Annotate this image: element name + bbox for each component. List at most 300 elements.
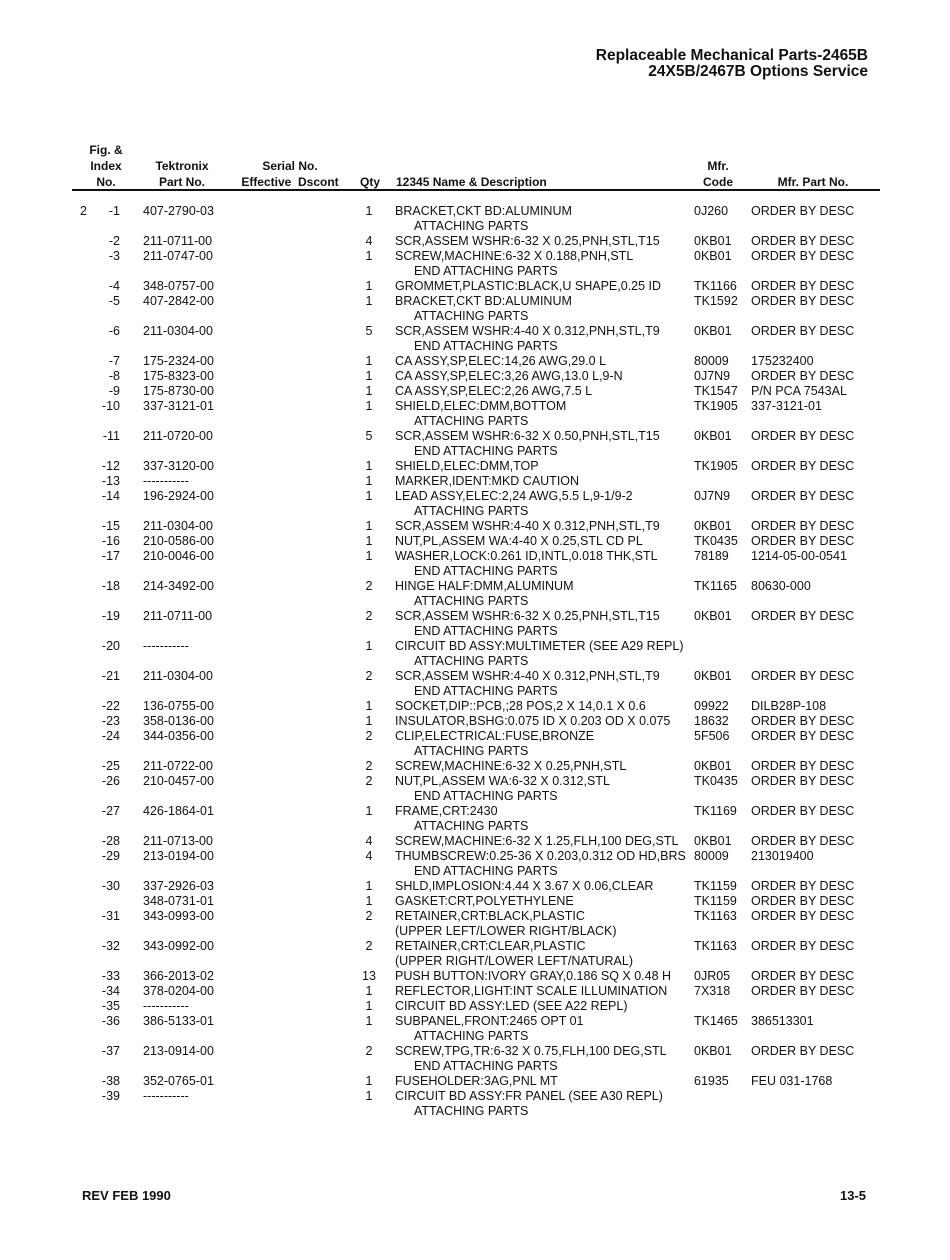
mfr-code: 09922 [694, 699, 729, 713]
quantity: 2 [365, 729, 373, 743]
description: GASKET:CRT,POLYETHYLENE [395, 894, 574, 908]
tektronix-part-number: 337-3121-01 [143, 399, 214, 413]
table-row [0, 324, 950, 339]
mfr-code: TK1166 [694, 279, 737, 293]
description: RETAINER,CRT:CLEAR,PLASTIC [395, 939, 586, 953]
tektronix-part-number: 348-0731-01 [143, 894, 214, 908]
index-number: -14 [101, 489, 120, 503]
tektronix-part-number: 211-0711-00 [143, 609, 213, 623]
mfr-code: 0KB01 [694, 324, 732, 338]
description: SHIELD,ELEC:DMM,BOTTOM [395, 399, 567, 413]
index-number: -6 [108, 324, 120, 338]
index-number: -26 [101, 774, 120, 788]
mfr-code: 0KB01 [694, 234, 732, 248]
mfr-code: 0KB01 [694, 429, 732, 443]
index-number: -18 [101, 579, 120, 593]
tektronix-part-number: 175-8323-00 [143, 369, 214, 383]
mfr-code: 7X318 [694, 984, 731, 998]
mfr-code: 5F506 [694, 729, 730, 743]
mfr-part-number: ORDER BY DESC [751, 1044, 855, 1058]
tektronix-part-number: 196-2924-00 [143, 489, 214, 503]
table-row [0, 1044, 950, 1059]
table-row [0, 294, 950, 309]
quantity: 1 [365, 384, 373, 398]
tektronix-part-number: 378-0204-00 [143, 984, 214, 998]
description: NUT,PL,ASSEM WA:6-32 X 0.312,STL [395, 774, 610, 788]
col-serial: Serial No. Effective Dscont [241, 159, 339, 189]
index-number: -31 [101, 909, 120, 923]
quantity: 1 [365, 459, 373, 473]
description: END ATTACHING PARTS [414, 264, 558, 278]
index-number: -7 [108, 354, 120, 368]
tektronix-part-number: 211-0304-00 [143, 669, 213, 683]
mfr-code: TK1547 [694, 384, 738, 398]
quantity: 2 [365, 774, 373, 788]
mfr-code: TK0435 [694, 534, 738, 548]
page-header [596, 48, 868, 80]
mfr-part-number: ORDER BY DESC [751, 459, 855, 473]
quantity: 1 [365, 1014, 373, 1028]
table-row [0, 1059, 950, 1074]
table-row [0, 489, 950, 504]
table-row [0, 309, 950, 324]
index-number: -11 [102, 429, 120, 443]
index-number: -1 [108, 204, 120, 218]
tektronix-part-number: 337-3120-00 [143, 459, 214, 473]
description: ATTACHING PARTS [414, 1029, 529, 1043]
mfr-code: 61935 [694, 1074, 729, 1088]
table-row [0, 849, 950, 864]
mfr-part-number: ORDER BY DESC [751, 714, 855, 728]
index-number: -10 [101, 399, 120, 413]
quantity: 2 [365, 1044, 373, 1058]
mfr-code: TK1163 [694, 939, 737, 953]
table-row [0, 414, 950, 429]
table-row [0, 279, 950, 294]
description: SHLD,IMPLOSION:4.44 X 3.67 X 0.06,CLEAR [395, 879, 654, 893]
tektronix-part-number: 343-0993-00 [143, 909, 214, 923]
description: SHIELD,ELEC:DMM,TOP [395, 459, 539, 473]
description: ATTACHING PARTS [414, 819, 529, 833]
col-mfr-part: Mfr. Part No. [777, 175, 849, 189]
quantity: 1 [365, 279, 373, 293]
tektronix-part-number: 337-2926-03 [143, 879, 214, 893]
tektronix-part-number: 352-0765-01 [143, 1074, 214, 1088]
quantity: 5 [365, 324, 373, 338]
quantity: 1 [365, 249, 373, 263]
index-number: -23 [101, 714, 120, 728]
index-number: -28 [101, 834, 120, 848]
index-number: -34 [101, 984, 120, 998]
tektronix-part-number: ----------- [143, 474, 189, 488]
description: BRACKET,CKT BD:ALUMINUM [395, 294, 572, 308]
index-number: -15 [101, 519, 120, 533]
mfr-part-number: ORDER BY DESC [751, 804, 855, 818]
table-row [0, 1089, 950, 1104]
mfr-part-number: ORDER BY DESC [751, 279, 855, 293]
table-row [0, 924, 950, 939]
quantity: 2 [365, 579, 373, 593]
header-rule [72, 189, 880, 191]
index-number: -38 [101, 1074, 120, 1088]
quantity: 1 [365, 639, 373, 653]
mfr-part-number: 213019400 [751, 849, 814, 863]
mfr-part-number: ORDER BY DESC [751, 489, 855, 503]
mfr-part-number: ORDER BY DESC [751, 969, 855, 983]
mfr-part-number: ORDER BY DESC [751, 984, 855, 998]
mfr-code: 80009 [694, 849, 729, 863]
index-number: -37 [101, 1044, 120, 1058]
quantity: 2 [365, 669, 373, 683]
table-row [0, 969, 950, 984]
mfr-part-number: ORDER BY DESC [751, 909, 855, 923]
quantity: 1 [365, 1074, 373, 1088]
description: (UPPER LEFT/LOWER RIGHT/BLACK) [395, 924, 617, 938]
table-row [0, 894, 950, 909]
mfr-part-number: ORDER BY DESC [751, 879, 855, 893]
mfr-code: 0KB01 [694, 669, 732, 683]
table-row [0, 669, 950, 684]
table-row [0, 879, 950, 894]
tektronix-part-number: 211-0304-00 [143, 324, 213, 338]
tektronix-part-number: 407-2790-03 [143, 204, 214, 218]
mfr-code: TK1592 [694, 294, 738, 308]
index-number: -30 [101, 879, 120, 893]
table-row [0, 1029, 950, 1044]
mfr-code: 0KB01 [694, 519, 732, 533]
description: ATTACHING PARTS [414, 654, 529, 668]
mfr-code: TK0435 [694, 774, 738, 788]
index-number: -32 [101, 939, 120, 953]
mfr-part-number: 386513301 [751, 1014, 814, 1028]
index-number: -12 [101, 459, 120, 473]
mfr-code: 0J7N9 [694, 489, 731, 503]
description: SCR,ASSEM WSHR:6-32 X 0.25,PNH,STL,T15 [395, 609, 660, 623]
table-row [0, 984, 950, 999]
mfr-part-number: ORDER BY DESC [751, 939, 855, 953]
mfr-code: TK1165 [694, 579, 737, 593]
table-row [0, 339, 950, 354]
index-number: -36 [101, 1014, 120, 1028]
table-row [0, 354, 950, 369]
index-number: -25 [101, 759, 120, 773]
description: END ATTACHING PARTS [414, 564, 558, 578]
mfr-part-number: 1214-05-00-0541 [751, 549, 847, 563]
mfr-part-number: ORDER BY DESC [751, 249, 855, 263]
table-row [0, 219, 950, 234]
description: MARKER,IDENT:MKD CAUTION [395, 474, 580, 488]
mfr-part-number: ORDER BY DESC [751, 729, 855, 743]
index-number: -19 [101, 609, 120, 623]
tektronix-part-number: 213-0914-00 [143, 1044, 214, 1058]
mfr-part-number: FEU 031-1768 [751, 1074, 833, 1088]
mfr-part-number: ORDER BY DESC [751, 369, 855, 383]
index-number: -16 [101, 534, 120, 548]
description: CIRCUIT BD ASSY:FR PANEL (SEE A30 REPL) [395, 1089, 663, 1103]
quantity: 2 [365, 609, 373, 623]
table-row [0, 639, 950, 654]
table-row [0, 204, 950, 219]
tektronix-part-number: 211-0720-00 [143, 429, 213, 443]
table-row [0, 549, 950, 564]
description: ATTACHING PARTS [414, 414, 529, 428]
description: SCR,ASSEM WSHR:4-40 X 0.312,PNH,STL,T9 [395, 324, 660, 338]
quantity: 2 [365, 759, 373, 773]
description: GROMMET,PLASTIC:BLACK,U SHAPE,0.25 ID [395, 279, 662, 293]
quantity: 1 [365, 894, 373, 908]
index-number: -22 [101, 699, 120, 713]
mfr-code: 0J260 [694, 204, 729, 218]
table-row [0, 804, 950, 819]
quantity: 4 [365, 849, 373, 863]
description: END ATTACHING PARTS [414, 684, 558, 698]
description: ATTACHING PARTS [414, 309, 529, 323]
mfr-code: TK1905 [694, 399, 738, 413]
quantity: 1 [365, 519, 373, 533]
quantity: 4 [365, 234, 373, 248]
col-desc: 12345 Name & Description [396, 175, 547, 189]
table-row [0, 999, 950, 1014]
description: SCREW,TPG,TR:6-32 X 0.75,FLH,100 DEG,STL [395, 1044, 667, 1058]
tektronix-part-number: 407-2842-00 [143, 294, 214, 308]
header-line-2: 24X5B/2467B Options Service [648, 63, 868, 80]
index-number: -13 [101, 474, 120, 488]
mfr-part-number: ORDER BY DESC [751, 429, 855, 443]
description: END ATTACHING PARTS [414, 339, 558, 353]
index-number: -20 [101, 639, 120, 653]
quantity: 1 [365, 489, 373, 503]
index-number: -29 [101, 849, 120, 863]
description: ATTACHING PARTS [414, 219, 529, 233]
index-number: -21 [101, 669, 120, 683]
table-row [0, 939, 950, 954]
index-number: -4 [108, 279, 120, 293]
description: END ATTACHING PARTS [414, 444, 558, 458]
tektronix-part-number: ----------- [143, 999, 189, 1013]
description: CA ASSY,SP,ELEC:2,26 AWG,7.5 L [395, 384, 593, 398]
quantity: 1 [365, 549, 373, 563]
table-row [0, 369, 950, 384]
col-tek-part: Tektronix Part No. [155, 159, 209, 189]
mfr-code: TK1169 [694, 804, 737, 818]
index-number: -3 [108, 249, 120, 263]
index-number: -35 [101, 999, 120, 1013]
header-line-1: Replaceable Mechanical Parts-2465B [595, 47, 868, 64]
mfr-code: TK1163 [694, 909, 737, 923]
description: ATTACHING PARTS [414, 594, 529, 608]
mfr-part-number: ORDER BY DESC [751, 834, 855, 848]
description: CIRCUIT BD ASSY:LED (SEE A22 REPL) [395, 999, 628, 1013]
table-row [0, 654, 950, 669]
table-row [0, 819, 950, 834]
table-row [0, 399, 950, 414]
description: END ATTACHING PARTS [414, 864, 558, 878]
description: END ATTACHING PARTS [414, 789, 558, 803]
description: SCREW,MACHINE:6-32 X 0.188,PNH,STL [395, 249, 634, 263]
index-number: -5 [108, 294, 120, 308]
quantity: 13 [362, 969, 376, 983]
quantity: 1 [365, 804, 373, 818]
tektronix-part-number: 210-0046-00 [143, 549, 214, 563]
mfr-part-number: P/N PCA 7543AL [751, 384, 847, 398]
table-row [0, 579, 950, 594]
table-row [0, 264, 950, 279]
description: REFLECTOR,LIGHT:INT SCALE ILLUMINATION [395, 984, 668, 998]
quantity: 1 [365, 354, 373, 368]
tektronix-part-number: 358-0136-00 [143, 714, 214, 728]
table-row [0, 954, 950, 969]
description: NUT,PL,ASSEM WA:4-40 X 0.25,STL CD PL [395, 534, 643, 548]
index-number: -33 [101, 969, 120, 983]
table-row [0, 444, 950, 459]
description: END ATTACHING PARTS [414, 1059, 558, 1073]
mfr-code: 0KB01 [694, 609, 732, 623]
description: CA ASSY,SP,ELEC:14,26 AWG,29.0 L [395, 354, 607, 368]
mfr-code: TK1159 [694, 879, 737, 893]
description: ATTACHING PARTS [414, 504, 529, 518]
table-row [0, 789, 950, 804]
col-qty: Qty [359, 175, 380, 189]
tektronix-part-number: 213-0194-00 [143, 849, 214, 863]
table-row [0, 624, 950, 639]
mfr-part-number: ORDER BY DESC [751, 894, 855, 908]
quantity: 1 [365, 399, 373, 413]
description: PUSH BUTTON:IVORY GRAY,0.186 SQ X 0.48 H [395, 969, 672, 983]
tektronix-part-number: 175-8730-00 [143, 384, 214, 398]
table-row [0, 459, 950, 474]
tektronix-part-number: 343-0992-00 [143, 939, 214, 953]
mfr-part-number: ORDER BY DESC [751, 234, 855, 248]
table-row [0, 504, 950, 519]
description: WASHER,LOCK:0.261 ID,INTL,0.018 THK,STL [395, 549, 658, 563]
tektronix-part-number: 386-5133-01 [143, 1014, 214, 1028]
table-row [0, 1074, 950, 1089]
mfr-part-number: ORDER BY DESC [751, 774, 855, 788]
description: ATTACHING PARTS [414, 744, 529, 758]
table-row [0, 474, 950, 489]
description: SCR,ASSEM WSHR:6-32 X 0.50,PNH,STL,T15 [395, 429, 660, 443]
tektronix-part-number: 211-0713-00 [143, 834, 213, 848]
mfr-part-number: ORDER BY DESC [751, 534, 855, 548]
mfr-part-number: 80630-000 [751, 579, 811, 593]
tektronix-part-number: ----------- [143, 639, 189, 653]
quantity: 1 [365, 699, 373, 713]
mfr-code: TK1905 [694, 459, 738, 473]
table-row [0, 699, 950, 714]
tektronix-part-number: 136-0755-00 [143, 699, 214, 713]
col-fig-index: Fig. & Index No. [89, 143, 123, 189]
column-header [0, 142, 950, 188]
index-number: -9 [108, 384, 120, 398]
description: SCR,ASSEM WSHR:6-32 X 0.25,PNH,STL,T15 [395, 234, 660, 248]
mfr-code: 0JR05 [694, 969, 731, 983]
mfr-code: TK1465 [694, 1014, 738, 1028]
mfr-code: 0KB01 [694, 249, 732, 263]
description: SCREW,MACHINE:6-32 X 0.25,PNH,STL [395, 759, 627, 773]
mfr-code: TK1159 [694, 894, 737, 908]
mfr-part-number: 337-3121-01 [751, 399, 822, 413]
tektronix-part-number: 211-0304-00 [143, 519, 213, 533]
mfr-code: 0KB01 [694, 759, 732, 773]
description: ATTACHING PARTS [414, 1104, 529, 1118]
index-number: -24 [101, 729, 120, 743]
footer-page-number: 13-5 [839, 1188, 866, 1203]
tektronix-part-number: 210-0586-00 [143, 534, 214, 548]
tektronix-part-number: 348-0757-00 [143, 279, 214, 293]
description: LEAD ASSY,ELEC:2,24 AWG,5.5 L,9-1/9-2 [395, 489, 633, 503]
description: BRACKET,CKT BD:ALUMINUM [395, 204, 572, 218]
quantity: 2 [365, 909, 373, 923]
quantity: 1 [365, 714, 373, 728]
mfr-part-number: ORDER BY DESC [751, 609, 855, 623]
table-row [0, 1014, 950, 1029]
mfr-code: 0KB01 [694, 834, 732, 848]
table-row [0, 609, 950, 624]
table-row [0, 534, 950, 549]
quantity: 4 [365, 834, 373, 848]
mfr-code: 0J7N9 [694, 369, 731, 383]
mfr-code: 18632 [694, 714, 729, 728]
mfr-part-number: ORDER BY DESC [751, 204, 855, 218]
mfr-part-number: ORDER BY DESC [751, 294, 855, 308]
quantity: 1 [365, 1089, 373, 1103]
table-row [0, 1104, 950, 1119]
quantity: 1 [365, 294, 373, 308]
quantity: 1 [365, 999, 373, 1013]
col-mfr-code: Mfr. Code [703, 159, 733, 189]
tektronix-part-number: 426-1864-01 [143, 804, 214, 818]
mfr-part-number: ORDER BY DESC [751, 669, 855, 683]
description: RETAINER,CRT:BLACK,PLASTIC [395, 909, 585, 923]
tektronix-part-number: 211-0711-00 [143, 234, 213, 248]
mfr-part-number: ORDER BY DESC [751, 324, 855, 338]
description: SUBPANEL,FRONT:2465 OPT 01 [395, 1014, 584, 1028]
description: FUSEHOLDER:3AG,PNL MT [395, 1074, 558, 1088]
table-row [0, 864, 950, 879]
quantity: 1 [365, 474, 373, 488]
description: CA ASSY,SP,ELEC:3,26 AWG,13.0 L,9-N [395, 369, 623, 383]
table-row [0, 564, 950, 579]
tektronix-part-number: 366-2013-02 [143, 969, 214, 983]
table-row [0, 234, 950, 249]
description: THUMBSCREW:0.25-36 X 0.203,0.312 OD HD,BRS [395, 849, 686, 863]
description: HINGE HALF:DMM,ALUMINUM [395, 579, 574, 593]
description: SCR,ASSEM WSHR:4-40 X 0.312,PNH,STL,T9 [395, 519, 660, 533]
table-row [0, 729, 950, 744]
mfr-code: 0KB01 [694, 1044, 732, 1058]
quantity: 1 [365, 984, 373, 998]
tektronix-part-number: 344-0356-00 [143, 729, 214, 743]
table-row [0, 714, 950, 729]
description: FRAME,CRT:2430 [395, 804, 498, 818]
description: END ATTACHING PARTS [414, 624, 558, 638]
index-number: -39 [101, 1089, 120, 1103]
tektronix-part-number: 175-2324-00 [143, 354, 214, 368]
table-row [0, 519, 950, 534]
tektronix-part-number: 211-0747-00 [143, 249, 213, 263]
index-number: -2 [108, 234, 120, 248]
table-row [0, 384, 950, 399]
tektronix-part-number: 211-0722-00 [143, 759, 213, 773]
table-row [0, 429, 950, 444]
description: INSULATOR,BSHG:0.075 ID X 0.203 OD X 0.075 [395, 714, 671, 728]
quantity: 5 [365, 429, 373, 443]
mfr-part-number: ORDER BY DESC [751, 759, 855, 773]
table-row [0, 759, 950, 774]
mfr-part-number: 175232400 [751, 354, 814, 368]
quantity: 1 [365, 204, 373, 218]
tektronix-part-number: ----------- [143, 1089, 189, 1103]
